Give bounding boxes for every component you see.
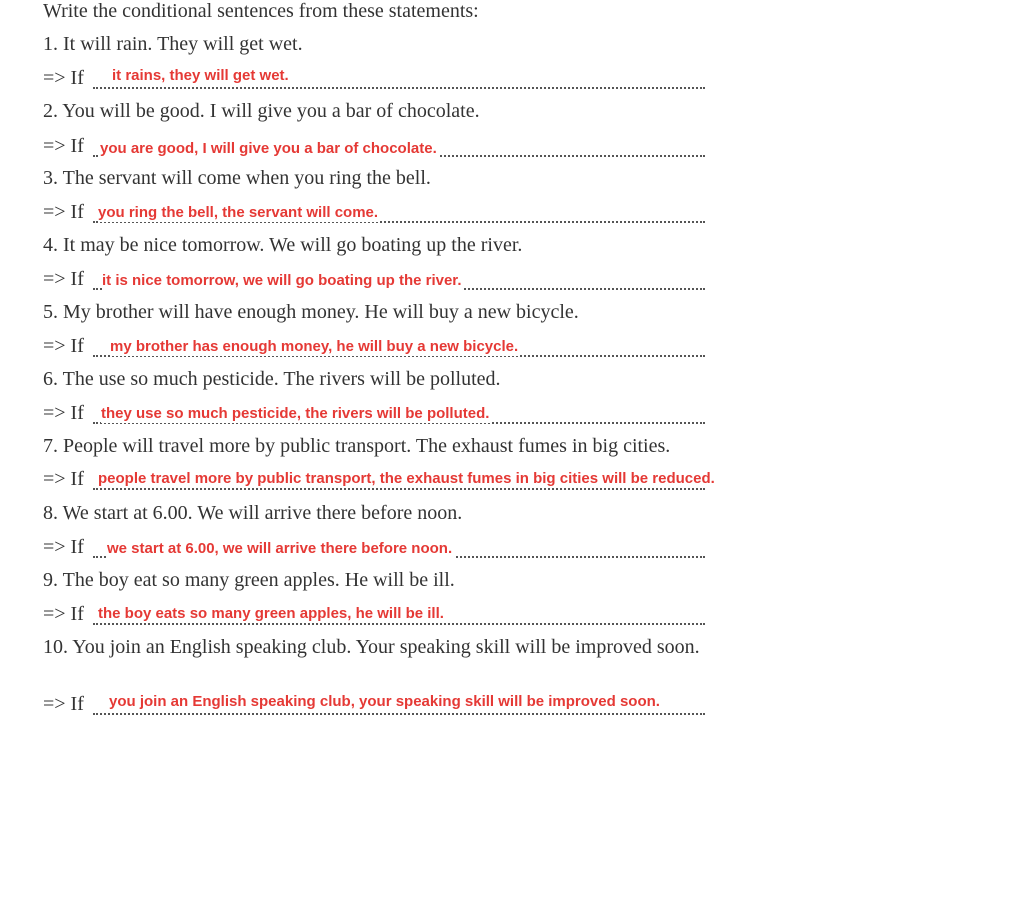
statement-3: 3. The servant will come when you ring the bell.	[43, 167, 431, 189]
dotted-line	[93, 713, 705, 715]
answer-line-7[interactable]	[43, 468, 715, 494]
answer-text-10: you join an English speaking club, your speaking skill will be improved soon.	[109, 693, 660, 710]
statement-6: 6. The use so much pesticide. The rivers will be polluted.	[43, 368, 501, 390]
answer-prefix: => If	[43, 268, 84, 290]
answer-prefix: => If	[43, 402, 84, 424]
answer-line-1[interactable]	[43, 67, 705, 93]
worksheet-title: Write the conditional sentences from these statements:	[43, 0, 479, 22]
answer-prefix: => If	[43, 135, 84, 157]
answer-prefix: => If	[43, 335, 84, 357]
answer-line-6[interactable]	[43, 402, 705, 428]
statement-8: 8. We start at 6.00. We will arrive there before noon.	[43, 502, 463, 524]
statement-9: 9. The boy eat so many green apples. He will be ill.	[43, 569, 455, 591]
dotted-line	[93, 488, 705, 490]
answer-text-4: it is nice tomorrow, we will go boating up the river.	[102, 272, 462, 289]
statement-7: 7. People will travel more by public transport. The exhaust fumes in big cities.	[43, 435, 671, 457]
answer-prefix: => If	[43, 201, 84, 223]
answer-text-3: you ring the bell, the servant will come.	[98, 204, 379, 221]
answer-line-2[interactable]	[43, 135, 705, 161]
answer-prefix: => If	[43, 468, 84, 490]
statement-4: 4. It may be nice tomorrow. We will go boating up the river.	[43, 234, 523, 256]
statement-10: 10. You join an English speaking club. Your speaking skill will be improved soon.	[43, 636, 700, 658]
answer-line-5[interactable]	[43, 335, 705, 361]
answer-prefix: => If	[43, 536, 84, 558]
answer-text-5: my brother has enough money, he will buy a new bicycle.	[110, 338, 519, 355]
answer-text-6: they use so much pesticide, the rivers will be polluted.	[101, 405, 490, 422]
statement-2: 2. You will be good. I will give you a bar of chocolate.	[43, 100, 480, 122]
answer-line-9[interactable]	[43, 603, 705, 629]
answer-prefix: => If	[43, 603, 84, 625]
answer-prefix: => If	[43, 67, 84, 89]
answer-line-4[interactable]	[43, 268, 705, 294]
answer-prefix: => If	[43, 693, 84, 715]
answer-text-8: we start at 6.00, we will arrive there before noon.	[107, 540, 453, 557]
statement-1: 1. It will rain. They will get wet.	[43, 33, 303, 55]
dotted-line	[93, 623, 705, 625]
answer-text-2: you are good, I will give you a bar of chocolate.	[100, 140, 437, 157]
answer-text-7: people travel more by public transport, the exhaust fumes in big cities will be reduced.	[98, 470, 715, 487]
statement-5: 5. My brother will have enough money. He will buy a new bicycle.	[43, 301, 579, 323]
answer-line-3[interactable]	[43, 201, 705, 227]
answer-text-9: the boy eats so many green apples, he will be ill.	[98, 605, 444, 622]
answer-line-8[interactable]	[43, 536, 705, 562]
answer-text-1: it rains, they will get wet.	[112, 67, 289, 84]
answer-line-10[interactable]	[43, 693, 705, 719]
dotted-line	[93, 87, 705, 89]
